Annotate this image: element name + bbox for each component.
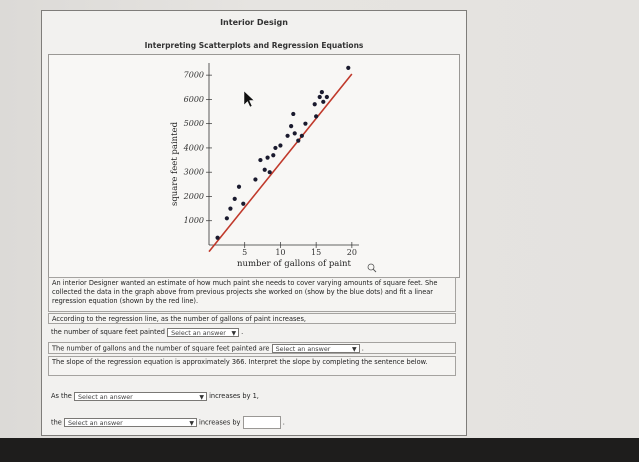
data-point xyxy=(285,134,289,138)
chevron-down-icon: ▼ xyxy=(231,329,237,337)
mouse-pointer-icon xyxy=(244,91,254,107)
magnifier-icon[interactable] xyxy=(368,264,376,272)
data-point xyxy=(268,170,272,174)
q1-prompt: According to the regression line, as the number of gallons of paint increases, xyxy=(52,315,307,323)
data-point xyxy=(325,95,329,99)
data-point xyxy=(318,95,322,99)
data-point xyxy=(228,207,232,211)
q3-as-the: As the xyxy=(51,392,72,400)
data-point xyxy=(241,202,245,206)
q3-the: the xyxy=(51,418,62,427)
chevron-down-icon: ▼ xyxy=(189,420,194,427)
data-point xyxy=(291,112,295,116)
data-point xyxy=(314,114,318,118)
data-point xyxy=(273,146,277,150)
data-point xyxy=(253,177,257,181)
q3-select-1-label: Select an answer xyxy=(77,392,133,401)
chevron-down-icon: ▼ xyxy=(199,393,204,401)
slope-answer-input[interactable] xyxy=(243,416,281,429)
monitor-bezel xyxy=(0,438,639,462)
q2-select-label: Select an answer xyxy=(275,345,331,353)
q3-select-2[interactable] xyxy=(64,418,197,427)
y-tick-label: 7000 xyxy=(183,70,204,80)
x-axis-label: number of gallons of paint xyxy=(237,259,351,269)
q2-period: . xyxy=(361,344,364,353)
q3-select-2-label: Select an answer xyxy=(67,419,123,427)
q3-increases-by-1: increases by 1, xyxy=(209,392,259,400)
data-point xyxy=(320,90,324,94)
data-point xyxy=(300,134,304,138)
x-tick-label: 15 xyxy=(311,248,322,257)
data-point xyxy=(265,156,269,160)
q3-row2 xyxy=(51,416,285,429)
regression-line xyxy=(209,74,352,252)
q1-period: . xyxy=(241,328,244,336)
data-point xyxy=(303,122,307,126)
x-tick-label: 10 xyxy=(275,248,286,257)
q1-select-label: Select an answer xyxy=(171,328,226,337)
data-point xyxy=(233,197,237,201)
page-title: Interior Design xyxy=(220,18,288,27)
data-point xyxy=(237,185,241,189)
y-tick-label: 4000 xyxy=(183,143,204,153)
q1-prompt-box xyxy=(48,313,456,324)
data-point xyxy=(293,131,297,135)
data-point xyxy=(346,66,350,70)
data-point xyxy=(215,236,219,240)
question-panel xyxy=(41,10,467,436)
q2-lead: The number of gallons and the number of square feet painted are xyxy=(52,344,270,353)
q3-row1 xyxy=(51,391,259,401)
q3-increases-by: increases by xyxy=(199,418,241,427)
data-point xyxy=(271,153,275,157)
q1-select[interactable] xyxy=(167,328,239,337)
data-point xyxy=(278,143,282,147)
q3-prompt: The slope of the regression equation is approximately 366. Interpret the slope by completing the sentence below. xyxy=(52,358,428,366)
scatter-chart xyxy=(49,55,459,277)
y-tick-label: 2000 xyxy=(183,191,204,201)
q2-box xyxy=(48,342,456,354)
y-tick-label: 1000 xyxy=(183,216,204,226)
data-point xyxy=(263,168,267,172)
y-axis-label: square feet painted xyxy=(170,121,180,207)
q3-select-1[interactable] xyxy=(74,392,207,401)
graph-box xyxy=(48,54,460,278)
data-point xyxy=(289,124,293,128)
q3-prompt-box xyxy=(48,356,456,376)
x-tick-label: 20 xyxy=(346,248,357,257)
data-point xyxy=(225,216,229,220)
intro-paragraph: An interior Designer wanted an estimate of how much paint she needs to cover varying amounts of square feet. She collected the data in the graph above from previous projects she worked on (show by the blue dots) and fit a linear regression equation (shown by the red line). xyxy=(52,279,438,305)
intro-text xyxy=(48,277,456,312)
q2-select[interactable] xyxy=(272,344,360,353)
y-tick-label: 3000 xyxy=(183,167,204,177)
page-subtitle: Interpreting Scatterplots and Regression Equations xyxy=(144,41,364,50)
x-tick-label: 5 xyxy=(242,248,248,257)
data-point xyxy=(296,139,300,143)
data-point xyxy=(321,100,325,104)
q1-row xyxy=(51,327,243,337)
q3-period: . xyxy=(282,418,285,427)
y-tick-label: 5000 xyxy=(183,119,204,129)
chevron-down-icon: ▼ xyxy=(351,346,357,353)
data-point xyxy=(313,102,317,106)
data-point xyxy=(258,158,262,162)
y-tick-label: 6000 xyxy=(183,94,204,104)
q1-lead: the number of square feet painted xyxy=(51,328,165,336)
